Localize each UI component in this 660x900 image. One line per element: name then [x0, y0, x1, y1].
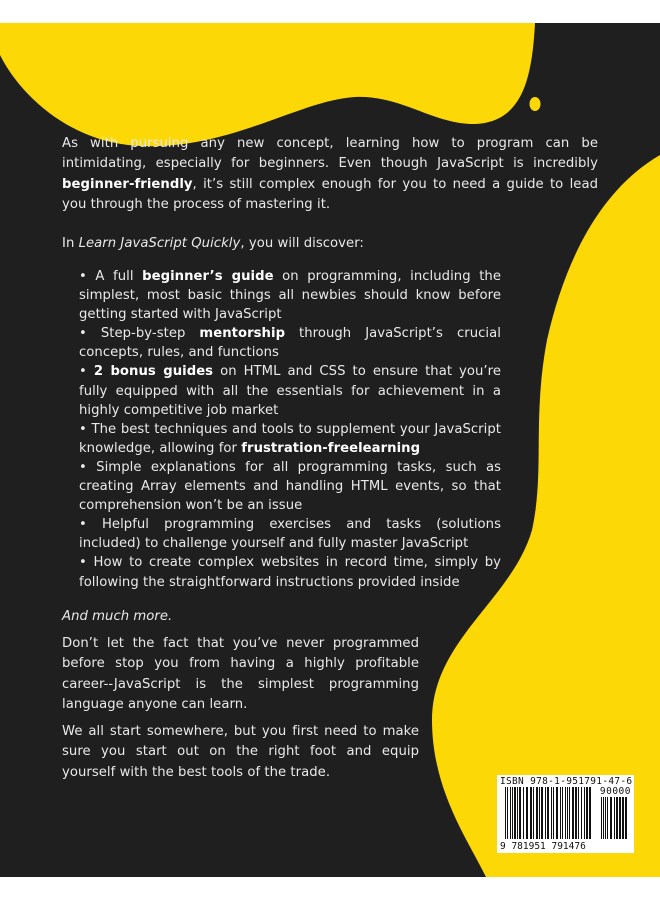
intro-paragraph	[62, 134, 598, 216]
bullet-text: • The best techniques and tools to supplement your JavaScript knowledge, allowing for	[79, 421, 501, 456]
barcode-bar	[622, 797, 624, 839]
barcode-bar	[512, 787, 513, 839]
barcode-bar	[530, 787, 532, 839]
barcode-bar	[565, 787, 566, 839]
barcode-bar	[541, 787, 543, 839]
barcode-bar	[533, 787, 534, 839]
bullet-bold: mentorship	[199, 326, 286, 342]
isbn-barcode	[497, 775, 634, 853]
barcode-bar	[584, 787, 585, 839]
barcode-bar	[569, 787, 570, 839]
intro-text-end: , it’s still complex enough for you to need a guide to lead you through the process of mastering it.	[62, 176, 598, 213]
barcode-bar	[514, 787, 516, 839]
book-title: Learn JavaScript Quickly	[78, 236, 241, 251]
intro-bold: beginner-friendly	[62, 176, 193, 192]
barcode-bar	[536, 787, 538, 839]
barcode-bar	[560, 787, 561, 839]
barcode-bar	[610, 797, 612, 839]
barcode-bar	[553, 787, 554, 839]
bullet-text: • Step-by-step	[79, 326, 200, 342]
bullet-bold: frustration-freelearning	[241, 440, 421, 456]
barcode-bar	[614, 797, 615, 839]
bullet-text: through JavaScript’s crucial concepts, rules, and functions	[79, 326, 501, 361]
barcode-bar	[605, 797, 606, 839]
barcode-bar	[586, 787, 588, 839]
bullet-text: • Helpful programming exercises and tasks (solutions included) to challenge yourself and fully master JavaScript	[79, 517, 501, 552]
barcode-bar	[562, 787, 563, 839]
back-cover	[0, 23, 660, 877]
bullet-text: • A full	[79, 269, 143, 284]
barcode-bar	[572, 787, 574, 839]
bullet-text: • Simple explanations for all programming tasks, such as creating Array elements and handling HTML events, so that comprehension won’t be an issue	[79, 459, 501, 514]
discover-pre: In	[62, 236, 79, 251]
barcode-bar	[607, 797, 608, 839]
bullet-text: on HTML and CSS to ensure that you’re fully equipped with all the essentials for achievement in a highly competitive job market	[79, 364, 501, 418]
barcode-bar	[619, 797, 621, 839]
list-item	[79, 362, 501, 419]
barcode-bar	[545, 787, 546, 839]
barcode-bar	[603, 797, 604, 839]
intro-text: As with pursuing any new concept, learning how to program can be intimidating, especially for beginners. Even though JavaScript is incredibly	[62, 136, 598, 172]
barcode-bar	[601, 797, 602, 839]
barcode-bar	[523, 787, 524, 839]
barcode-bar	[581, 787, 582, 839]
discover-post: , you will discover:	[240, 236, 364, 251]
barcode-bar	[539, 787, 540, 839]
barcode-bars	[505, 787, 631, 849]
barcode-bar	[616, 797, 618, 839]
isbn-text: ISBN 978-1-951791-47-6	[500, 776, 633, 787]
barcode-bar	[589, 787, 591, 839]
barcode-bar	[556, 787, 558, 839]
list-item	[79, 420, 501, 458]
closing-paragraph: We all start somewhere, but you first need to make sure you start out on the right foot and equip yourself with the best tools of the trade.	[62, 724, 419, 780]
discover-line	[62, 234, 542, 254]
bullet-bold: beginner’s guide	[142, 269, 274, 284]
list-item	[79, 458, 501, 515]
list-item	[79, 515, 501, 553]
barcode-bar	[517, 787, 518, 839]
yellow-dot	[530, 97, 541, 111]
ean-number: 9 781951 791476	[500, 841, 586, 852]
barcode-bar	[519, 787, 521, 839]
barcode-bar	[575, 787, 577, 839]
top-yellow-blob	[0, 23, 535, 146]
bullet-list	[79, 267, 501, 592]
list-item	[79, 324, 501, 362]
barcode-bar	[578, 787, 579, 839]
barcode-bar	[567, 787, 568, 839]
barcode-bar	[625, 797, 627, 839]
bullet-text: •	[79, 364, 94, 380]
bullet-bold: 2 bonus guides	[93, 364, 214, 380]
barcode-bar	[551, 787, 552, 839]
career-paragraph: Don’t let the fact that you’ve never programmed before stop you from having a highly profitable career--JavaScript is the simplest programming language anyone can learn.	[62, 636, 419, 713]
barcode-bar	[507, 787, 508, 839]
bullet-text: • How to create complex websites in record time, simply by following the straightforward instructions provided inside	[79, 555, 501, 590]
list-item	[79, 267, 501, 324]
barcode-bar	[505, 787, 506, 839]
barcode-bar	[526, 787, 528, 839]
bullet-text: on programming, including the simplest, most basic things all newbies should know before getting started with JavaScript	[79, 269, 501, 323]
and-much-more: And much more.	[62, 609, 173, 624]
barcode-bar	[547, 787, 549, 839]
price-code: 90000	[599, 786, 631, 797]
list-item	[79, 553, 501, 591]
barcode-bar	[510, 787, 511, 839]
